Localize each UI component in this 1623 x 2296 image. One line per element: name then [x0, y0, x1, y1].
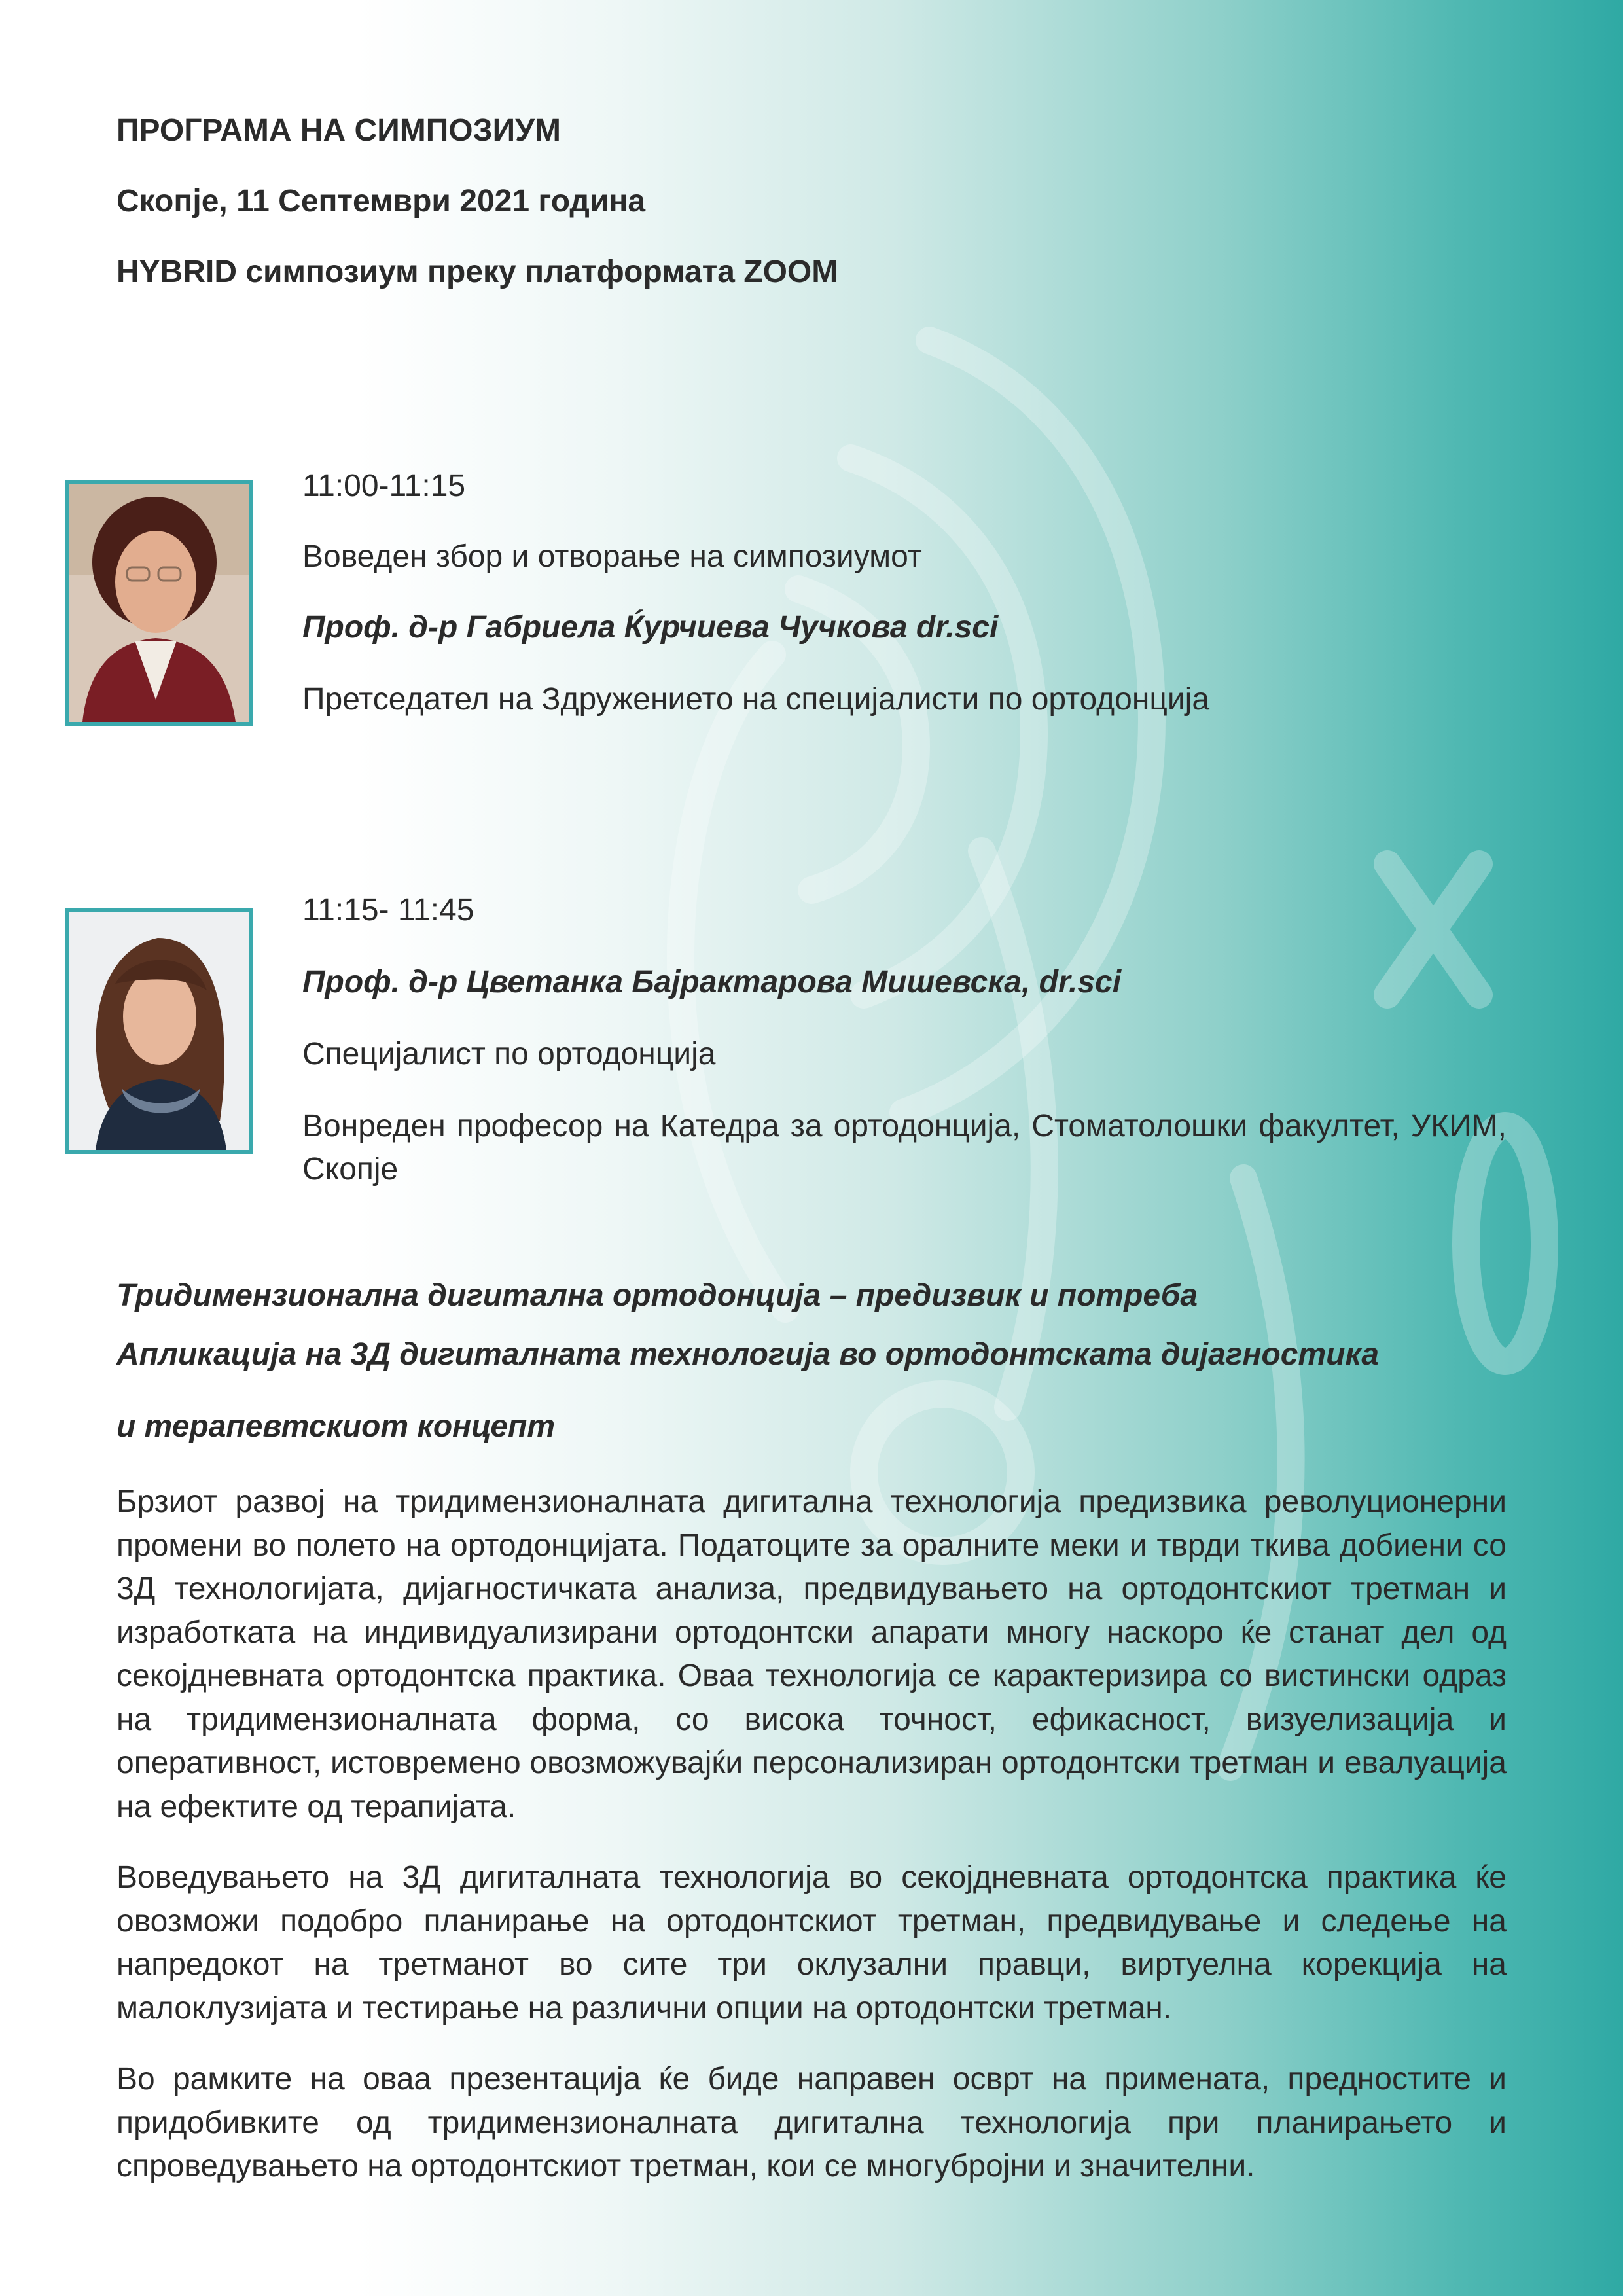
- lecture-title-line-2: Апликација на 3Д дигиталната технологија во ортодонтската дијагностика: [116, 1337, 1380, 1372]
- session-1-speaker: Проф. д-р Габриела Ќурчиева Чучкова dr.sci: [302, 610, 999, 645]
- event-format: HYBRID симпозиум преку платформата ZOOM: [116, 255, 838, 289]
- session-1-time: 11:00-11:15: [302, 469, 466, 503]
- session-2-affiliation: Вонреден професор на Катедра за ортодонција, Стоматолошки факултет, УКИМ, Скопје: [302, 1109, 1507, 1187]
- session-1-subtitle: Воведен збор и отворање на симпозиумот: [302, 539, 922, 574]
- abstract-paragraph-3: Во рамките на оваа презентација ќе биде направен осврт на примената, предностите и придобивките од тридимензионалната дигитална технологија при планирањето и спроведувањето на ортодонтскиот третман, кои се многубројни и значителни.: [116, 2062, 1507, 2183]
- program-title: ПРОГРАМА НА СИМПОЗИУМ: [116, 113, 561, 148]
- abstract-paragraph-1: Брзиот развој на тридимензионалната дигитална технологија предизвика револуционерни промени во полето на ортодонцијата. Податоците за оралните меки и тврди ткива добиени со 3Д технологијата, дијагностичката анализа, предвидувањето на ортодонтскиот третман и изработката на индивидуализирани ортодонтски апарати многу наскоро ќе станат дел од секојдневната ортодонтска практика. Оваа технологија се карактеризира со вистински одраз на тридимензионалната форма, со висока точност, ефикасност, визуелизација и оперативност, истовремено овозможувајќи персонализиран ортодонтски третман и евалуација на ефектите од терапијата.: [116, 1484, 1507, 1824]
- abstract-paragraph-2: Воведувањето на 3Д дигиталната технологија во секојдневната ортодонтска практика ќе овозможи подобро планирање на ортодонтскиот третман, предвидување и следење на напредокот на третманот во сите три оклузални правци, виртуелна корекција на малоклузијата и тестирање на различни опции на ортодонтски третман.: [116, 1860, 1507, 2026]
- session-2-time: 11:15- 11:45: [302, 893, 474, 927]
- session-2-speaker: Проф. д-р Цветанка Бајрактарова Мишевска, dr.sci: [302, 965, 1122, 999]
- speaker-1-photo: [65, 480, 253, 726]
- event-date: Скопје, 11 Септември 2021 година: [116, 184, 646, 219]
- speaker-2-photo: [65, 908, 253, 1154]
- session-1-role: Претседател на Здружението на специјалисти по ортодонција: [302, 682, 1210, 717]
- lecture-title-line-1: Тридимензионална дигитална ортодонција – предизвик и потреба: [116, 1278, 1198, 1313]
- lecture-title-line-3: и терапевтскиот концепт: [116, 1409, 556, 1444]
- session-2-role: Специјалист по ортодонција: [302, 1037, 716, 1071]
